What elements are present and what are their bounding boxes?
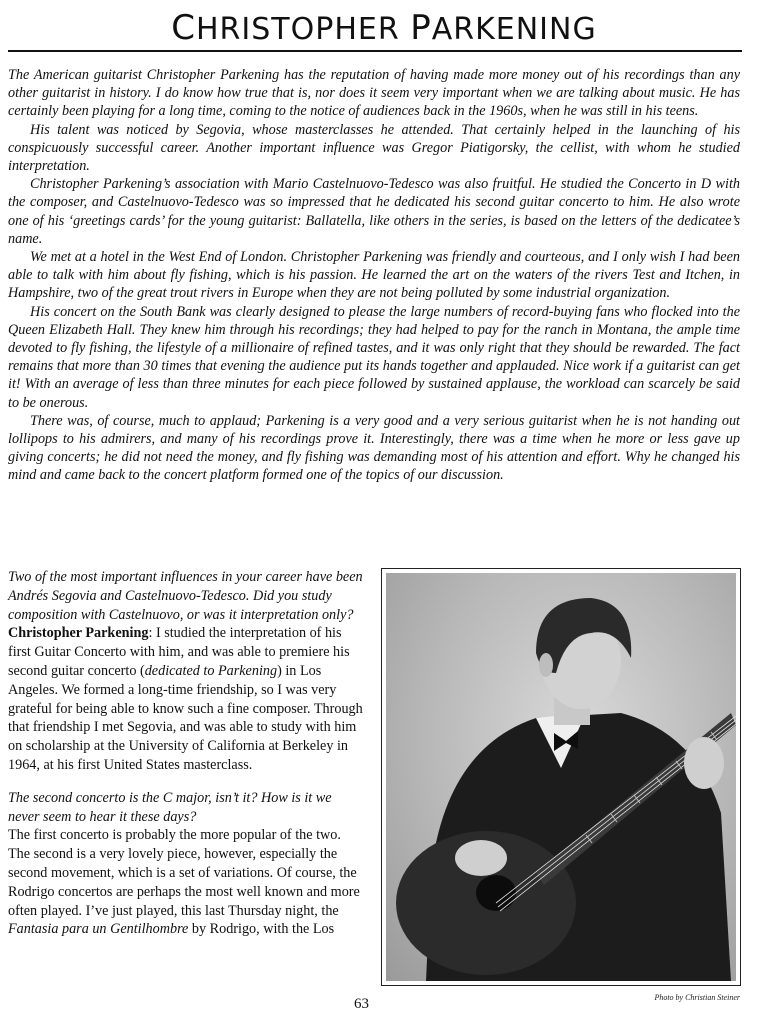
interview-question: Two of the most important influences in your career have been Andrés Segovia and Castelnuovo-Tedesco. Did you study composition with Castelnuovo, or was it interpretation only?	[8, 569, 363, 623]
interview-answer: The first concerto is probably the more popular of the two. The second is a very lovely piece, however, especially the second movement, which is a set of variations. Of course, the Rodrigo concertos are perhaps the most well known and more often played. I’ve just played, this last Thursday night, the Fantasia para un Gentilhombre by Rodrigo, with the Los	[8, 827, 360, 938]
guitarist-illustration	[386, 573, 736, 981]
photo-credit: Photo by Christian Steiner	[654, 993, 740, 1002]
intro-text	[8, 66, 740, 485]
page-title: CHRISTOPHER PARKENING	[171, 8, 597, 48]
intro-paragraph: We met at a hotel in the West End of London. Christopher Parkening was friendly and courteous, and I only wish I had been able to talk with him about fly fishing, which is his passion. He learned the art on the waters of the rivers Test and Itchen, in Hampshire, two of the great trout rivers in Europe when they are not being polluted by some industrial organization.	[8, 249, 740, 302]
guitarist-photo	[381, 568, 741, 986]
interview-answer: Christopher Parkening: I studied the interpretation of his first Guitar Concerto with him, and was able to premiere his second guitar concerto (dedicated to Parkening) in Los Angeles. We formed a long-time friendship, so I was very grateful for being able to know such a fine composer. Through that friendship I met Segovia, and was able to study with him on scholarship at the University of California at Berkeley in 1964, at his first United States masterclass.	[8, 625, 363, 773]
speaker-name: Christopher Parkening	[8, 625, 149, 642]
intro-paragraph: His concert on the South Bank was clearly designed to please the large numbers of record-buying fans who flocked into the Queen Elizabeth Hall. They knew him through his recordings; they had helped to pay for the ranch in Montana, the ample time devoted to fly fishing, the lifestyle of a millionaire of refined tastes, and it was only right that they should be rewarded. The fact remains that more than 30 times that evening the audience put its hands together and applauded. Nice work if a guitarist can get it! With an average of less than three minutes for each piece followed by sustained applause, the workload can scarcely be said to be onerous.	[8, 303, 740, 411]
title-rule	[8, 50, 742, 52]
intro-paragraph: The American guitarist Christopher Parkening has the reputation of having made more money out of his recordings than any other guitarist in history. I do know how true that is, nor does it seem very important when we are talking about music. He has certainly been playing for a long time, coming to the notice of audiences back in the 1960s, when he was still in his teens.	[8, 67, 740, 120]
intro-paragraph: There was, of course, much to applaud; Parkening is a very good and a very serious guitarist when he is not handing out lollipops to his admirers, and many of his recordings prove it. Interestingly, there was a time when he more or less gave up giving concerts; he did not need the money, and fly fishing was demanding most of his attention and effort. Why he changed his mind and came back to the concert platform formed one of the topics of our discussion.	[8, 412, 740, 484]
interview-question: The second concerto is the C major, isn’t it? How is it we never seem to hear it these days?	[8, 789, 332, 825]
interview-column	[8, 568, 364, 939]
intro-paragraph: Christopher Parkening’s association with Mario Castelnuovo-Tedesco was also fruitful. He studied the Concerto in D with the composer, and Castelnuovo-Tedesco was so impressed that he dedicated his second guitar concerto to him. He also wrote one of his ‘greetings cards’ for the young guitarist: Ballatella, like others in the series, is based on the letters of the dedicatee’s name.	[8, 176, 740, 247]
intro-paragraph: His talent was noticed by Segovia, whose masterclasses he attended. That certainly helped in the launching of his conspicuously successful career. Another important influence was Gregor Piatigorsky, the cellist, with whom he studied interpretation.	[8, 121, 740, 175]
page-number: 63	[354, 996, 369, 1012]
